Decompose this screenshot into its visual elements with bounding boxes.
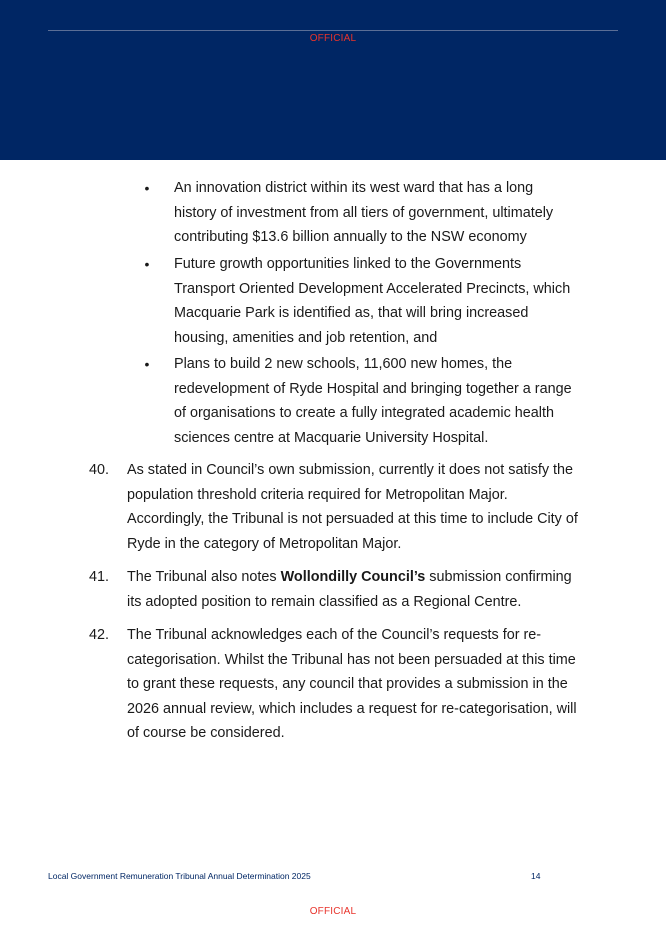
bullet-text: An innovation district within its west ward that has a long history of investment from all tiers of government, ultimately contributing $13.6 billion annually to the NSW economy	[174, 180, 554, 245]
paragraph-text: The Tribunal acknowledges each of the Council’s requests for re-categorisation. Whilst the Tribunal has not been persuaded at this time to grant these requests, any council that provides a submission in the 2026 annual review, which includes a request for re-categorisation, will of course be considered.	[127, 627, 577, 741]
paragraph-number: 42.	[89, 627, 110, 643]
paragraph-text: As stated in Council’s own submission, currently it does not satisfy the population threshold criteria required for Metropolitan Major. Accordingly, the Tribunal is not persuaded at this time to include City of Ryde in the category of Metropolitan Major.	[127, 462, 578, 552]
bullet-item	[144, 352, 579, 450]
classification-top: OFFICIAL	[309, 33, 357, 44]
bullet-dot-icon: •	[144, 256, 150, 272]
paragraph-text-before: The Tribunal also notes	[127, 569, 281, 585]
paragraph-number: 41.	[89, 569, 110, 585]
bullet-dot-icon: •	[144, 180, 150, 196]
bullet-text: Plans to build 2 new schools, 11,600 new homes, the redevelopment of Ryde Hospital and bringing together a range of organisations to create a fully integrated academic health sciences centre at Macquarie University Hospital.	[174, 356, 572, 446]
paragraph-number: 40.	[89, 462, 110, 478]
footer-page-number: 14	[531, 871, 541, 881]
paragraph-42	[89, 623, 579, 746]
header-band	[0, 0, 666, 160]
classification-bottom: OFFICIAL	[309, 906, 357, 917]
footer-document-title: Local Government Remuneration Tribunal Annual Determination 2025	[48, 871, 311, 881]
bullet-dot-icon: •	[144, 356, 150, 372]
header-rule	[48, 30, 618, 31]
paragraph-41	[89, 565, 579, 614]
paragraph-40	[89, 458, 579, 556]
paragraph-text-after: submission confirming its adopted position to remain classified as a Regional Centre.	[127, 569, 572, 610]
bullet-item	[144, 176, 579, 250]
bullet-text: Future growth opportunities linked to the Governments Transport Oriented Development Accelerated Precincts, which Macquarie Park is identified as, that will bring increased housing, amenities and job retention, and	[174, 256, 571, 346]
bullet-item	[144, 252, 579, 350]
paragraph-text-bold: Wollondilly Council’s	[280, 569, 426, 585]
